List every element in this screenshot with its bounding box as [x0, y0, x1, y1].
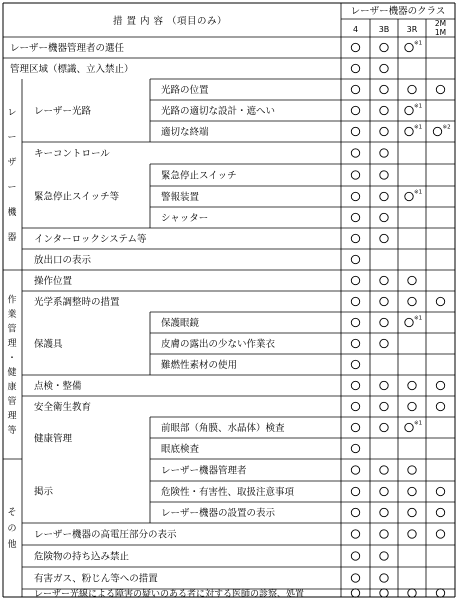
row-item: 適切な終端 [161, 127, 209, 138]
row-item: 危険性・有害性、取扱注意事項 [161, 487, 295, 498]
row-item: 管理区域（標識、立入禁止） [10, 64, 134, 75]
applicable-mark [351, 43, 359, 51]
row-item: 前眼部（角膜、水晶体）検査 [161, 423, 285, 434]
applicable-mark [380, 192, 388, 200]
applicable-mark [351, 106, 359, 114]
applicable-mark [380, 149, 388, 157]
row-item: レーザー光線による障害の疑いのある者に対する医師の診察、処置 [34, 589, 305, 600]
applicable-mark [405, 423, 413, 431]
class-label: 1M [434, 28, 447, 37]
category-other-char: 他 [7, 540, 17, 551]
applicable-mark [351, 171, 359, 179]
applicable-mark [351, 444, 359, 452]
applicable-mark [351, 318, 359, 326]
row-item: 光路の位置 [161, 85, 209, 96]
applicable-mark [380, 297, 388, 305]
applicable-mark [351, 360, 359, 368]
category-work-health-char: 康 [7, 382, 17, 393]
footnote-mark: ※1 [414, 40, 423, 47]
applicable-mark [408, 381, 416, 389]
row-item: レーザー機器管理者 [161, 465, 247, 477]
applicable-mark [380, 318, 388, 326]
applicable-mark [408, 530, 416, 538]
applicable-mark [351, 255, 359, 263]
applicable-mark [436, 530, 444, 538]
applicable-mark [380, 43, 388, 51]
applicable-mark [408, 297, 416, 305]
applicable-mark [380, 423, 388, 431]
category-work-health [7, 293, 16, 436]
footnote-mark: ※1 [414, 103, 423, 110]
group-emergency-stop: 緊急停止スイッチ等 [34, 191, 120, 203]
row-item: レーザー機器の高電圧部分の表示 [34, 529, 177, 541]
class-label: 4 [352, 25, 359, 34]
applicable-mark [405, 127, 413, 135]
applicable-mark [436, 402, 444, 410]
applicable-mark [408, 589, 416, 597]
category-laser-equipment-char: ザ [7, 158, 17, 169]
row-item: インターロックシステム等 [34, 234, 147, 245]
applicable-mark [405, 43, 413, 51]
applicable-mark [380, 339, 388, 347]
category-laser-equipment-char: ー [7, 133, 17, 144]
category-laser-equipment-char: ー [7, 183, 17, 194]
applicable-mark [351, 589, 359, 597]
applicable-mark [380, 106, 388, 114]
applicable-mark [436, 297, 444, 305]
applicable-mark [436, 589, 444, 597]
row-item: 光学系調整時の措置 [34, 297, 120, 308]
row-item: 放出口の表示 [34, 255, 92, 266]
row-item: キーコントロール [34, 148, 110, 160]
category-other-char: の [7, 524, 17, 535]
applicable-mark [380, 508, 388, 516]
applicable-mark [408, 276, 416, 284]
applicable-mark [380, 213, 388, 221]
applicable-mark [436, 381, 444, 389]
applicable-mark [408, 85, 416, 93]
row-item: 光路の適切な設計・遮へい [161, 106, 276, 117]
applicable-mark [351, 423, 359, 431]
applicable-mark [380, 574, 388, 582]
applicable-mark [351, 574, 359, 582]
applicable-mark [380, 402, 388, 410]
applicable-mark [380, 64, 388, 72]
category-laser-equipment-char: 機 [7, 208, 17, 219]
applicable-mark [351, 530, 359, 538]
applicable-mark [380, 487, 388, 495]
applicable-mark [351, 234, 359, 242]
applicable-mark [351, 64, 359, 72]
applicable-mark [380, 530, 388, 538]
category-work-health-char: 理 [7, 411, 17, 422]
applicable-mark [436, 508, 444, 516]
applicable-mark [436, 487, 444, 495]
group-health-management: 健康管理 [34, 433, 73, 445]
row-item: レーザー機器管理者の選任 [10, 43, 125, 54]
group-ppe: 保護具 [34, 339, 63, 350]
applicable-mark [436, 85, 444, 93]
measures-header: 措 置 内 容 （項目のみ） [112, 16, 228, 27]
applicable-mark [380, 552, 388, 560]
applicable-mark [405, 106, 413, 114]
row-item: 安全衛生教育 [34, 402, 92, 413]
footnote-mark: ※1 [414, 315, 423, 322]
row-item: 操作位置 [34, 276, 73, 287]
applicable-mark [405, 318, 413, 326]
applicable-mark [351, 297, 359, 305]
applicable-mark [351, 487, 359, 495]
applicable-mark [351, 85, 359, 93]
applicable-mark [351, 402, 359, 410]
class-label: 3R [406, 25, 418, 34]
category-work-health-char: 健 [7, 367, 17, 378]
applicable-mark [380, 381, 388, 389]
row-item: 保護眼鏡 [161, 318, 200, 329]
applicable-mark [408, 508, 416, 516]
row-item: 緊急停止スイッチ [161, 170, 237, 182]
category-work-health-char: 業 [7, 309, 17, 320]
row-item: 眼底検査 [161, 444, 200, 455]
applicable-mark [351, 192, 359, 200]
applicable-mark [408, 402, 416, 410]
group-signage: 掲示 [34, 486, 54, 498]
applicable-mark [351, 276, 359, 284]
applicable-mark [351, 213, 359, 221]
applicable-mark [351, 339, 359, 347]
applicable-mark [408, 466, 416, 474]
class-header: レーザー機器のクラス [350, 6, 446, 17]
applicable-mark [405, 192, 413, 200]
category-work-health-char: 作 [7, 295, 17, 306]
category-other-char: そ [7, 508, 17, 519]
row-item: 皮膚の露出の少ない作業衣 [161, 339, 276, 350]
row-item: 難燃性素材の使用 [161, 360, 238, 371]
row-item: シャッター [161, 213, 209, 224]
applicable-mark [433, 127, 441, 135]
row-item: 警報装置 [161, 192, 200, 203]
applicable-mark [380, 589, 388, 597]
applicable-mark [408, 487, 416, 495]
applicable-mark [351, 508, 359, 516]
row-item: レーザー機器の設置の表示 [161, 508, 276, 519]
category-laser-equipment [7, 108, 17, 243]
applicable-mark [380, 85, 388, 93]
row-item: 有害ガス、粉じん等への措置 [34, 573, 158, 585]
table-text [7, 5, 450, 600]
category-work-health-char: 等 [7, 425, 17, 436]
group-laser-path: レーザー光路 [34, 106, 92, 117]
footnote-mark: ※1 [414, 189, 423, 196]
footnote-mark: ※2 [442, 124, 451, 131]
row-item: 点検・整備 [34, 381, 82, 392]
applicable-mark [351, 127, 359, 135]
applicable-mark [380, 276, 388, 284]
applicable-mark [380, 127, 388, 135]
class-label: 2M [434, 19, 447, 28]
class-label: 3B [378, 25, 390, 34]
category-work-health-char: 管 [7, 324, 17, 335]
row-item: 危険物の持ち込み禁止 [34, 551, 130, 563]
applicable-mark [351, 381, 359, 389]
footnote-mark: ※1 [414, 420, 423, 427]
applicable-mark [380, 234, 388, 242]
category-work-health-char: 理 [7, 338, 17, 349]
category-work-health-char: 管 [7, 396, 17, 407]
category-laser-equipment-char: 器 [7, 233, 17, 244]
category-other [7, 507, 16, 550]
applicable-mark [351, 552, 359, 560]
footnote-mark: ※1 [414, 124, 423, 131]
category-laser-equipment-char: レ [7, 108, 17, 119]
applicable-mark [380, 466, 388, 474]
applicable-mark [380, 171, 388, 179]
applicable-mark [351, 466, 359, 474]
category-work-health-char: ・ [7, 353, 17, 364]
applicable-mark [351, 149, 359, 157]
